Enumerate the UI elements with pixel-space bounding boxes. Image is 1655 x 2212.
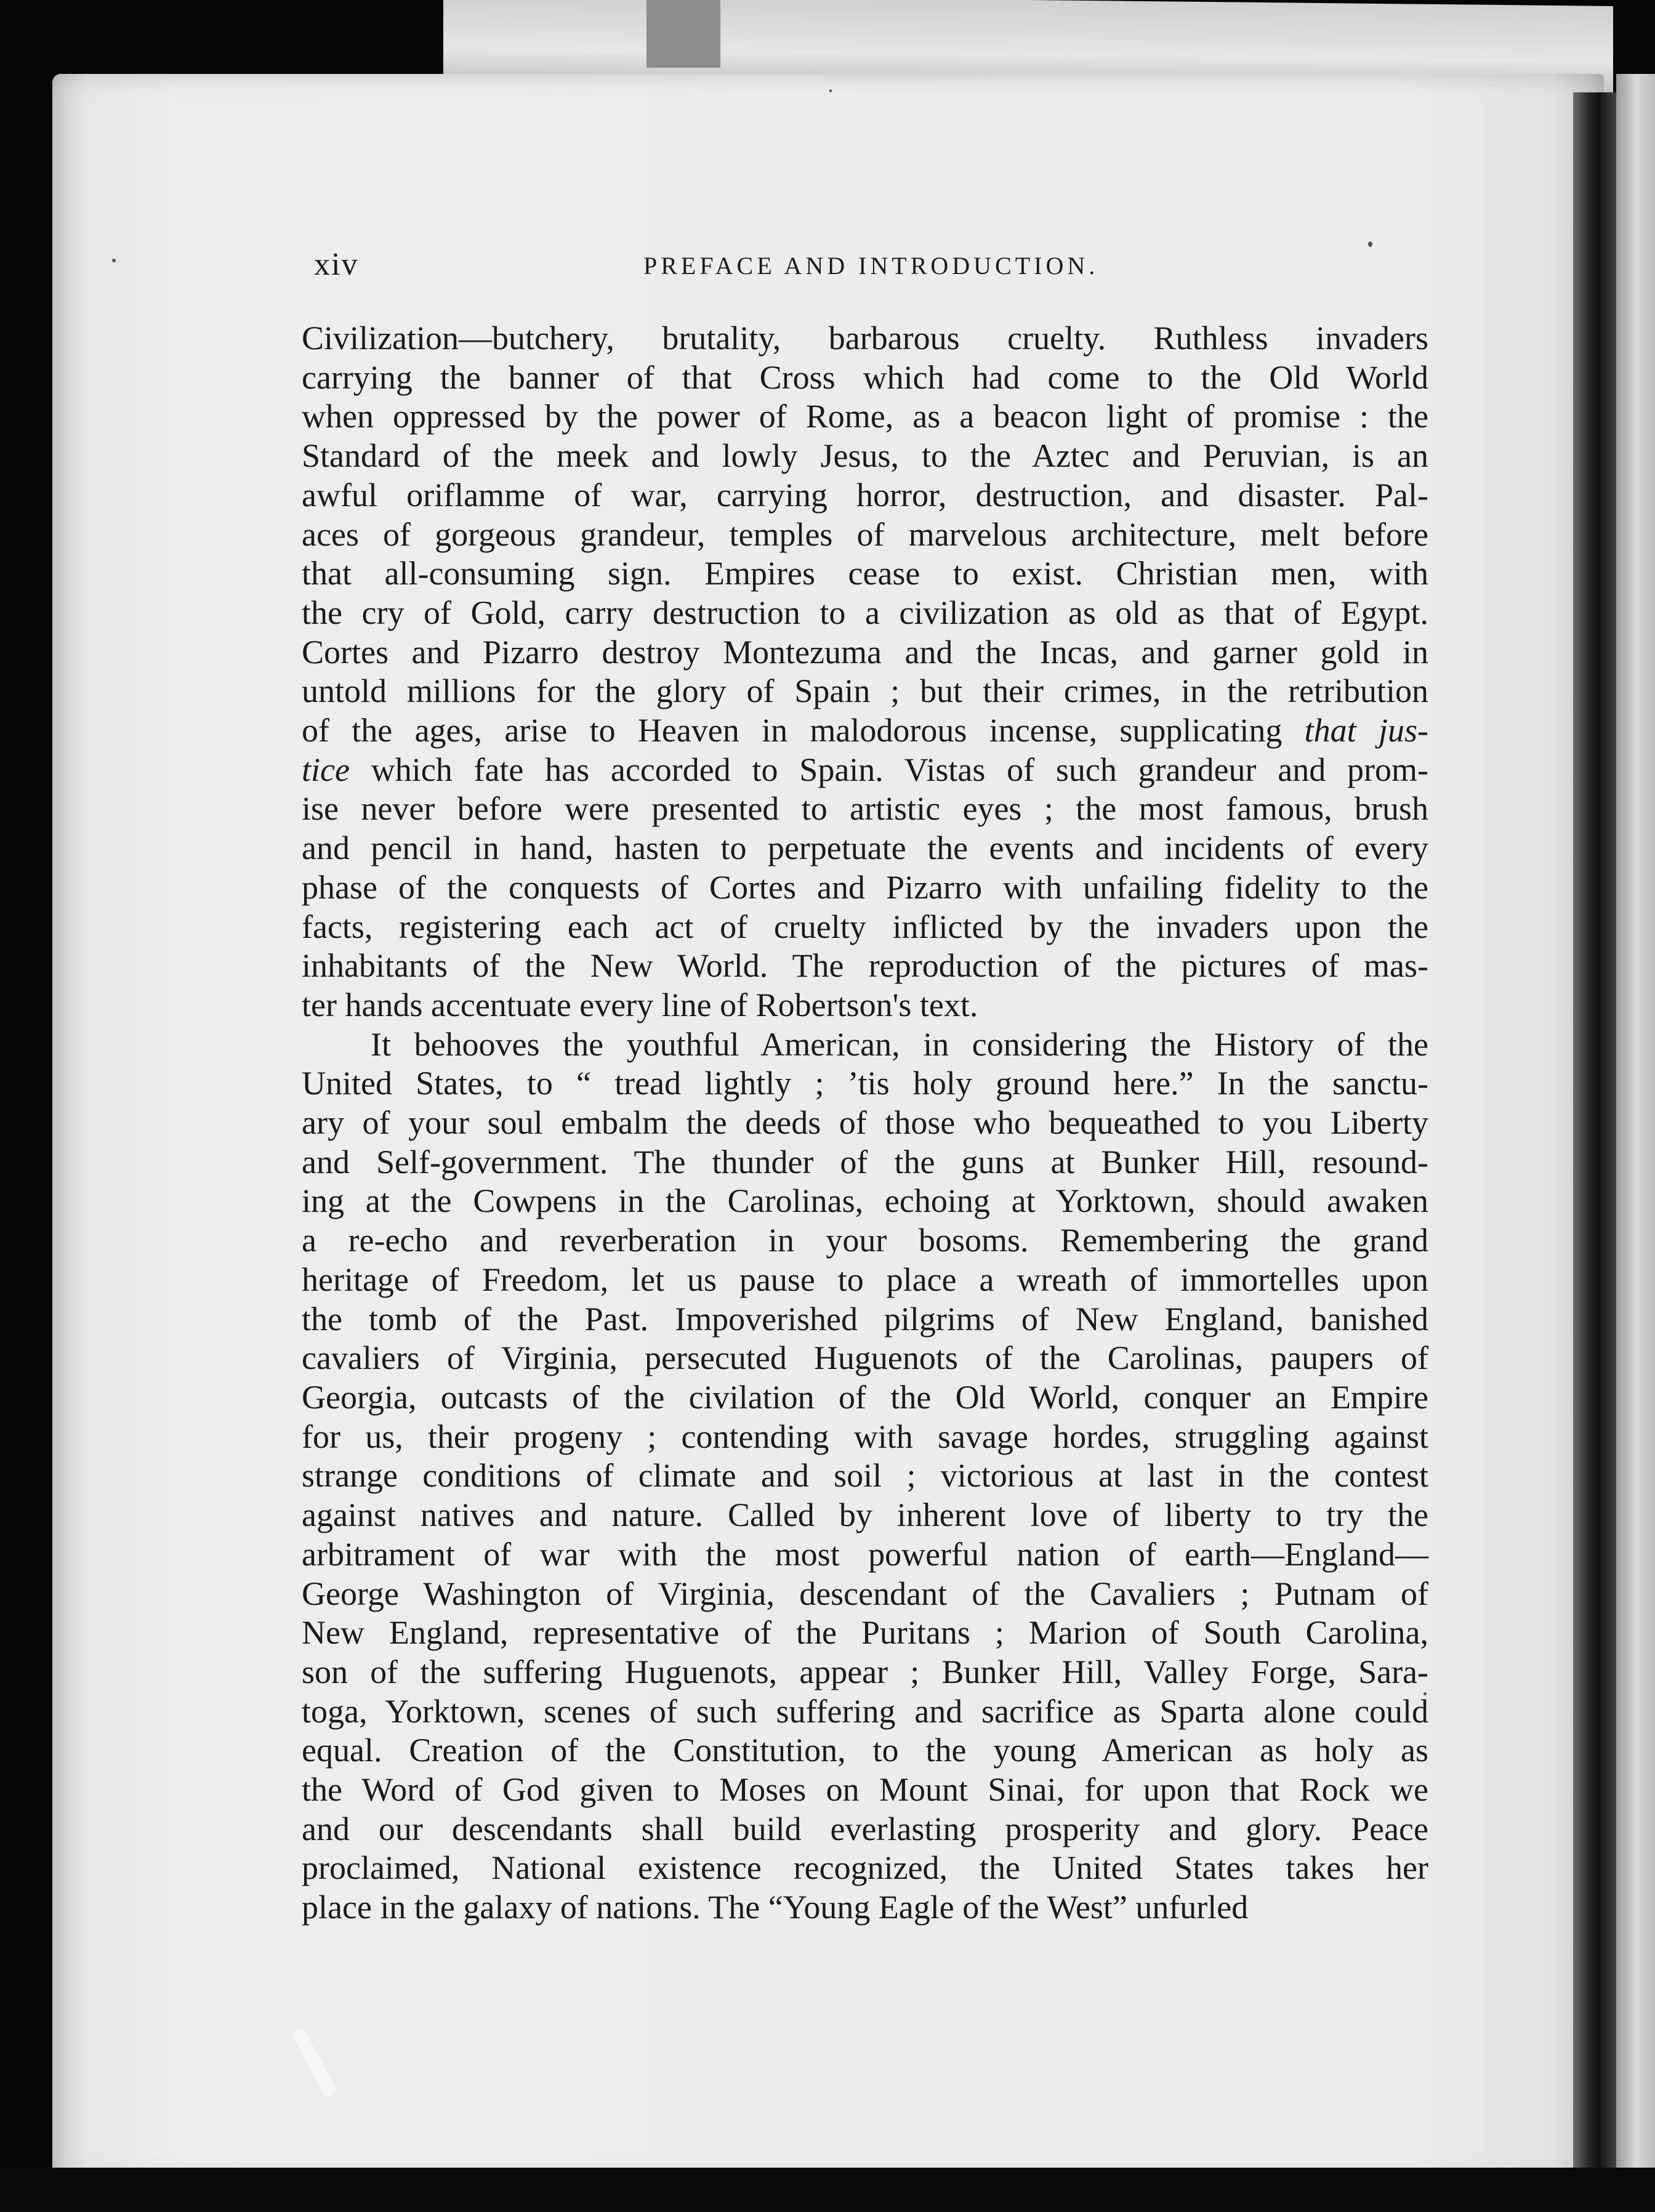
text-line: cavaliers of Virginia, persecuted Huguenots of the Carolinas, paupers of bbox=[302, 1339, 1428, 1377]
text-line: against natives and nature. Called by inherent love of liberty to try the bbox=[302, 1496, 1428, 1534]
text-line: phase of the conquests of Cortes and Pizarro with unfailing fidelity to the bbox=[302, 868, 1428, 906]
text-line: United States, to “ tread lightly ; ’tis holy ground here.” In the sanctu- bbox=[302, 1065, 1428, 1102]
text-line: and our descendants shall build everlasting prosperity and glory. Peace bbox=[302, 1810, 1428, 1847]
text-line: inhabitants of the New World. The reproduction of the pictures of mas- bbox=[302, 947, 1428, 985]
dust-speck bbox=[112, 259, 116, 262]
text-line: tice which fate has accorded to Spain. Vistas of such grandeur and prom- bbox=[302, 751, 1428, 788]
text-line: and Self-government. The thunder of the guns at Bunker Hill, resound- bbox=[302, 1143, 1428, 1181]
text-line: ary of your soul embalm the deeds of those who bequeathed to you Liberty bbox=[302, 1104, 1428, 1142]
text-line: Civilization—butchery, brutality, barbarous cruelty. Ruthless invaders bbox=[302, 320, 1428, 357]
text-line: ing at the Cowpens in the Carolinas, echoing at Yorktown, should awaken bbox=[302, 1182, 1428, 1220]
text-line: strange conditions of climate and soil ; victorious at last in the contest bbox=[302, 1457, 1428, 1495]
text-line: and pencil in hand, hasten to perpetuate the events and incidents of every bbox=[302, 830, 1428, 867]
text-line: facts, registering each act of cruelty inflicted by the invaders upon the bbox=[302, 908, 1428, 945]
text-line: It behooves the youthful American, in considering the History of the bbox=[371, 1025, 1428, 1063]
text-line: Georgia, outcasts of the civilation of the Old World, conquer an Empire bbox=[302, 1378, 1428, 1416]
text-line: the cry of Gold, carry destruction to a civilization as old as that of Egypt. bbox=[302, 594, 1428, 631]
underlying-sheet-shadow bbox=[646, 0, 720, 68]
text-line: arbitrament of war with the most powerful nation of earth—England— bbox=[302, 1535, 1428, 1573]
text-line: untold millions for the glory of Spain ; but their crimes, in the retribution bbox=[302, 672, 1428, 710]
text-line: son of the suffering Huguenots, appear ; Bunker Hill, Valley Forge, Sara- bbox=[302, 1653, 1428, 1690]
text-line: Cortes and Pizarro destroy Montezuma and the Incas, and garner gold in bbox=[302, 633, 1428, 671]
next-page-edge bbox=[1616, 74, 1655, 2212]
text-line: the tomb of the Past. Impoverished pilgrims of New England, banished bbox=[302, 1300, 1428, 1338]
dust-speck bbox=[829, 89, 832, 92]
text-line: aces of gorgeous grandeur, temples of marvelous architecture, melt before bbox=[302, 515, 1428, 553]
text-line: carrying the banner of that Cross which had come to the Old World bbox=[302, 358, 1428, 396]
page-number: xiv bbox=[314, 247, 359, 282]
scan-border bbox=[0, 2168, 1655, 2212]
text-line: equal. Creation of the Constitution, to the young American as holy as bbox=[302, 1732, 1428, 1769]
paragraph bbox=[302, 1025, 1428, 1927]
text-line: a re-echo and reverberation in your bosoms. Remembering the grand bbox=[302, 1222, 1428, 1259]
text-line: Standard of the meek and lowly Jesus, to the Aztec and Peruvian, is an bbox=[302, 437, 1428, 475]
page-gutter-shadow bbox=[1573, 92, 1616, 2212]
text-line: toga, Yorktown, scenes of such suffering and sacrifice as Sparta alone could bbox=[302, 1692, 1428, 1730]
running-title: PREFACE AND INTRODUCTION. bbox=[643, 252, 1099, 280]
running-head bbox=[302, 246, 1428, 289]
text-line: New England, representative of the Puritans ; Marion of South Carolina, bbox=[302, 1614, 1428, 1652]
text-line: awful oriflamme of war, carrying horror, destruction, and disaster. Pal- bbox=[302, 476, 1428, 514]
paragraph bbox=[302, 319, 1428, 1025]
text-line: George Washington of Virginia, descendant of the Cavaliers ; Putnam of bbox=[302, 1575, 1428, 1612]
text-line: ise never before were presented to artistic eyes ; the most famous, brush bbox=[302, 790, 1428, 828]
text-line: the Word of God given to Moses on Mount Sinai, for upon that Rock we bbox=[302, 1771, 1428, 1809]
text-line: for us, their progeny ; contending with savage hordes, struggling against bbox=[302, 1418, 1428, 1455]
text-line: ter hands accentuate every line of Robertson's text. bbox=[302, 986, 978, 1023]
text-line: heritage of Freedom, let us pause to place a wreath of immortelles upon bbox=[302, 1261, 1428, 1298]
body-text bbox=[302, 319, 1428, 1927]
text-line: proclaimed, National existence recognized, the United States takes her bbox=[302, 1849, 1428, 1887]
text-line: place in the galaxy of nations. The “Young Eagle of the West” unfurled bbox=[302, 1889, 1249, 1926]
text-line: when oppressed by the power of Rome, as a beacon light of promise : the bbox=[302, 398, 1428, 435]
text-line: of the ages, arise to Heaven in malodorous incense, supplicating that jus- bbox=[302, 712, 1428, 749]
text-line: that all-consuming sign. Empires cease to exist. Christian men, with bbox=[302, 555, 1428, 592]
